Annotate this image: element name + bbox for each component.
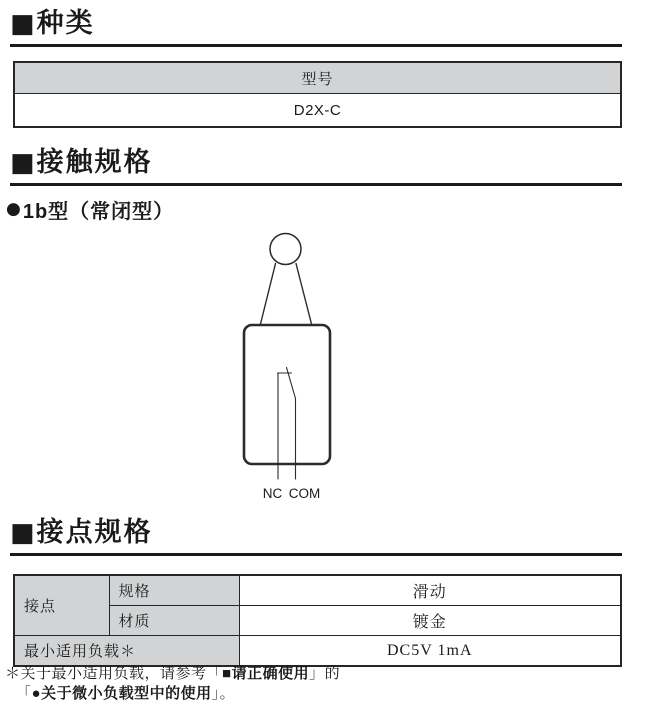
footnote-text: 关于最小适用负载，请参考「 [20,666,223,682]
section-header-types [10,8,622,47]
model-table [13,61,622,128]
section-header-contact-spec [10,517,622,556]
nc-terminal-label: NC [262,486,283,501]
com-terminal-label: COM [288,486,321,501]
spec-group-cell: 接点 [14,575,109,636]
section-square-icon: ■ [10,8,35,39]
table-row [14,636,621,667]
contact-type-heading [6,195,174,224]
switch-circuit-diagram [235,228,340,503]
contact-spec-table [13,574,622,667]
footnote [5,664,340,704]
model-table-header-cell: 型号 [14,62,621,94]
section-title: 接点规格 [36,517,153,547]
section-title: 接触规格 [36,147,153,177]
model-table-value-cell: D2X-C [14,94,621,128]
footnote-bullet-ref: ●关于微小负载型中的使用 [31,685,212,702]
footnote-line-2 [5,684,340,704]
section-square-icon: ■ [10,517,35,548]
section-square-icon: ■ [10,147,35,178]
footnote-text: 「 [16,686,32,702]
table-row [14,94,621,128]
spec-value-cell: 镀金 [239,606,621,636]
section-title: 种类 [36,8,95,38]
table-row [14,62,621,94]
footnote-text: 」。 [211,686,236,702]
min-load-value-cell: DC5V 1mA [239,636,621,667]
footnote-line-1 [5,664,340,684]
footnote-text: 」的 [309,666,341,682]
spec-label-cell: 规格 [109,575,239,606]
footnote-star-marker: ＊ [5,666,21,682]
table-row [14,575,621,606]
spec-label-cell: 材质 [109,606,239,636]
actuator-knob-circle [270,234,301,265]
actuator-left-line [261,264,276,325]
actuator-right-line [296,264,312,325]
contact-type-label: 1b型（常闭型） [22,201,175,223]
footnote-section-ref: ■请正确使用 [222,665,310,682]
spec-value-cell: 滑动 [239,575,621,606]
switch-blade-line [287,368,296,399]
section-header-contact-form [10,147,622,186]
switch-body-outline [244,325,330,464]
bullet-circle-icon: ● [6,199,22,219]
min-load-label-cell: 最小适用负载＊ [14,636,239,667]
